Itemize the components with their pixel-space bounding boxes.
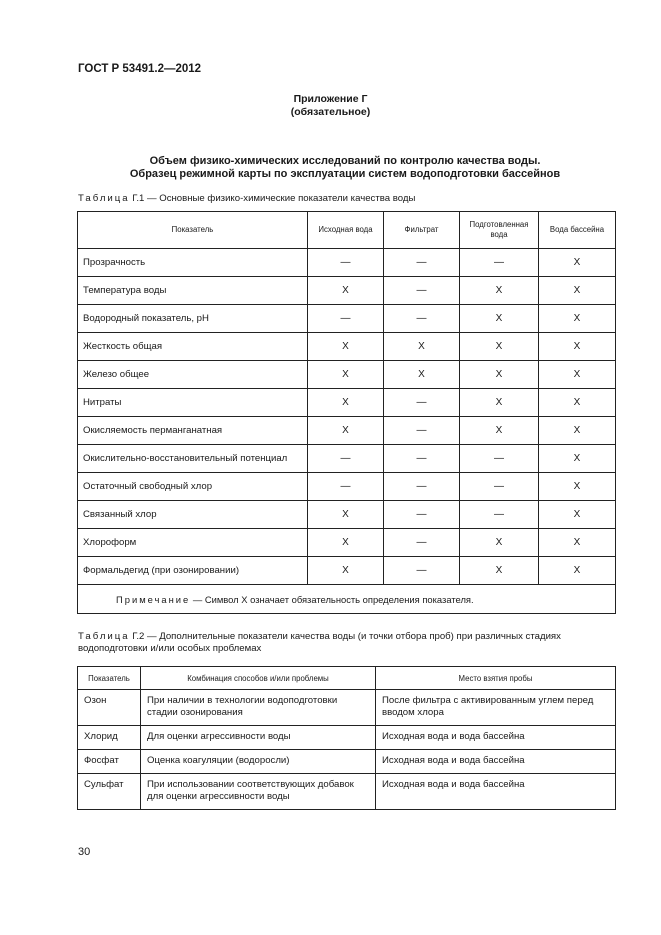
table2-cell: Оценка коагуляции (водоросли)	[141, 750, 376, 774]
requirement-cell: —	[384, 501, 460, 529]
table1-body	[78, 249, 616, 614]
requirement-cell: —	[308, 445, 384, 473]
indicator-name-cell: Окисляемость перманганатная	[78, 417, 308, 445]
table2-caption	[78, 631, 616, 655]
table-row	[78, 750, 616, 774]
table-row	[78, 277, 616, 305]
requirement-cell: X	[308, 277, 384, 305]
requirement-cell: —	[384, 305, 460, 333]
requirement-cell: —	[308, 249, 384, 277]
table2-column-header: Комбинация способов и/или проблемы	[141, 667, 376, 690]
requirement-cell: X	[460, 361, 539, 389]
note-label: Примечание	[116, 593, 191, 605]
table-row	[78, 726, 616, 750]
table1-caption-text: Г.1 — Основные физико-химические показатели качества воды	[129, 193, 416, 204]
requirement-cell: X	[539, 473, 616, 501]
table1-column-header: Подготовленная вода	[460, 212, 539, 249]
page-number: 30	[78, 846, 91, 858]
table1-header-row	[78, 212, 616, 249]
requirement-cell: X	[539, 249, 616, 277]
table-row	[78, 389, 616, 417]
indicator-name-cell: Водородный показатель, pH	[78, 305, 308, 333]
table2-cell: Исходная вода и вода бассейна	[376, 774, 616, 810]
table-row	[78, 774, 616, 810]
requirement-cell: —	[308, 473, 384, 501]
requirement-cell: X	[460, 305, 539, 333]
table-row	[78, 333, 616, 361]
requirement-cell: X	[308, 361, 384, 389]
table1-caption-label: Таблица	[78, 193, 130, 204]
requirement-cell: X	[308, 333, 384, 361]
indicator-name-cell: Остаточный свободный хлор	[78, 473, 308, 501]
table2-cell: Исходная вода и вода бассейна	[376, 726, 616, 750]
requirement-cell: X	[539, 529, 616, 557]
requirement-cell: X	[539, 277, 616, 305]
table1-column-header: Фильтрат	[384, 212, 460, 249]
table-main-indicators	[77, 211, 616, 614]
requirement-cell: X	[308, 557, 384, 585]
table-row	[78, 473, 616, 501]
requirement-cell: —	[460, 249, 539, 277]
requirement-cell: —	[384, 529, 460, 557]
table2-column-header: Показатель	[78, 667, 141, 690]
table1-column-header: Вода бассейна	[539, 212, 616, 249]
table-row	[78, 529, 616, 557]
heading-line-1: Объем физико-химических исследований по контролю качества воды.	[149, 155, 541, 167]
requirement-cell: —	[384, 445, 460, 473]
table1-note-row	[78, 585, 616, 614]
section-heading	[0, 155, 661, 181]
table-row	[78, 501, 616, 529]
indicator-name-cell: Нитраты	[78, 389, 308, 417]
table-row	[78, 690, 616, 726]
requirement-cell: X	[308, 417, 384, 445]
table-additional-indicators	[77, 666, 616, 810]
requirement-cell: —	[384, 557, 460, 585]
table-row	[78, 361, 616, 389]
table2-cell: При наличии в технологии водоподготовки стадии озонирования	[141, 690, 376, 726]
table1-column-header: Исходная вода	[308, 212, 384, 249]
requirement-cell: X	[539, 333, 616, 361]
requirement-cell: X	[539, 417, 616, 445]
table2-body	[78, 690, 616, 810]
indicator-name-cell: Формальдегид (при озонировании)	[78, 557, 308, 585]
table2-cell: При использовании соответствующих добавок для оценки агрессивности воды	[141, 774, 376, 810]
table2-cell: Хлорид	[78, 726, 141, 750]
standard-number: ГОСТ Р 53491.2—2012	[78, 63, 202, 75]
indicator-name-cell: Связанный хлор	[78, 501, 308, 529]
indicator-name-cell: Хлороформ	[78, 529, 308, 557]
requirement-cell: X	[308, 529, 384, 557]
requirement-cell: X	[460, 529, 539, 557]
table2-header-row	[78, 667, 616, 690]
indicator-name-cell: Железо общее	[78, 361, 308, 389]
requirement-cell: X	[460, 389, 539, 417]
requirement-cell: —	[460, 473, 539, 501]
requirement-cell: X	[460, 417, 539, 445]
requirement-cell: —	[384, 389, 460, 417]
table-row	[78, 417, 616, 445]
table2-cell: Сульфат	[78, 774, 141, 810]
table-row	[78, 249, 616, 277]
requirement-cell: X	[384, 333, 460, 361]
requirement-cell: X	[539, 557, 616, 585]
requirement-cell: —	[384, 277, 460, 305]
appendix-status: (обязательное)	[290, 106, 371, 118]
table1-caption	[78, 193, 415, 205]
requirement-cell: X	[460, 333, 539, 361]
requirement-cell: X	[539, 361, 616, 389]
requirement-cell: X	[308, 501, 384, 529]
requirement-cell: —	[384, 417, 460, 445]
table2-caption-label: Таблица	[78, 631, 130, 642]
requirement-cell: —	[384, 473, 460, 501]
table2-cell: Озон	[78, 690, 141, 726]
appendix-title: Приложение Г	[293, 93, 368, 105]
requirement-cell: —	[460, 501, 539, 529]
table-row	[78, 557, 616, 585]
table2-column-header: Место взятия пробы	[376, 667, 616, 690]
requirement-cell: —	[460, 445, 539, 473]
appendix-header	[0, 93, 661, 119]
requirement-cell: —	[308, 305, 384, 333]
indicator-name-cell: Окислительно-восстановительный потенциал	[78, 445, 308, 473]
requirement-cell: —	[384, 249, 460, 277]
table2-cell: Фосфат	[78, 750, 141, 774]
requirement-cell: X	[539, 501, 616, 529]
indicator-name-cell: Жесткость общая	[78, 333, 308, 361]
requirement-cell: X	[539, 389, 616, 417]
table2-cell: Для оценки агрессивности воды	[141, 726, 376, 750]
indicator-name-cell: Температура воды	[78, 277, 308, 305]
heading-line-2: Образец режимной карты по эксплуатации систем водоподготовки бассейнов	[129, 168, 561, 180]
requirement-cell: X	[460, 277, 539, 305]
table2-cell: После фильтра с активированным углем перед вводом хлора	[376, 690, 616, 726]
table1-column-header: Показатель	[78, 212, 308, 249]
requirement-cell: X	[384, 361, 460, 389]
table-row	[78, 305, 616, 333]
table1-note	[78, 585, 616, 614]
requirement-cell: X	[539, 445, 616, 473]
note-text: — Символ X означает обязательность определения показателя.	[190, 593, 474, 605]
indicator-name-cell: Прозрачность	[78, 249, 308, 277]
requirement-cell: X	[539, 305, 616, 333]
table2-cell: Исходная вода и вода бассейна	[376, 750, 616, 774]
requirement-cell: X	[308, 389, 384, 417]
table-row	[78, 445, 616, 473]
requirement-cell: X	[460, 557, 539, 585]
table2-caption-text: Г.2 — Дополнительные показатели качества воды (и точки отбора проб) при различных стадиях водоподготовки и/или особых проблемах	[78, 631, 561, 654]
